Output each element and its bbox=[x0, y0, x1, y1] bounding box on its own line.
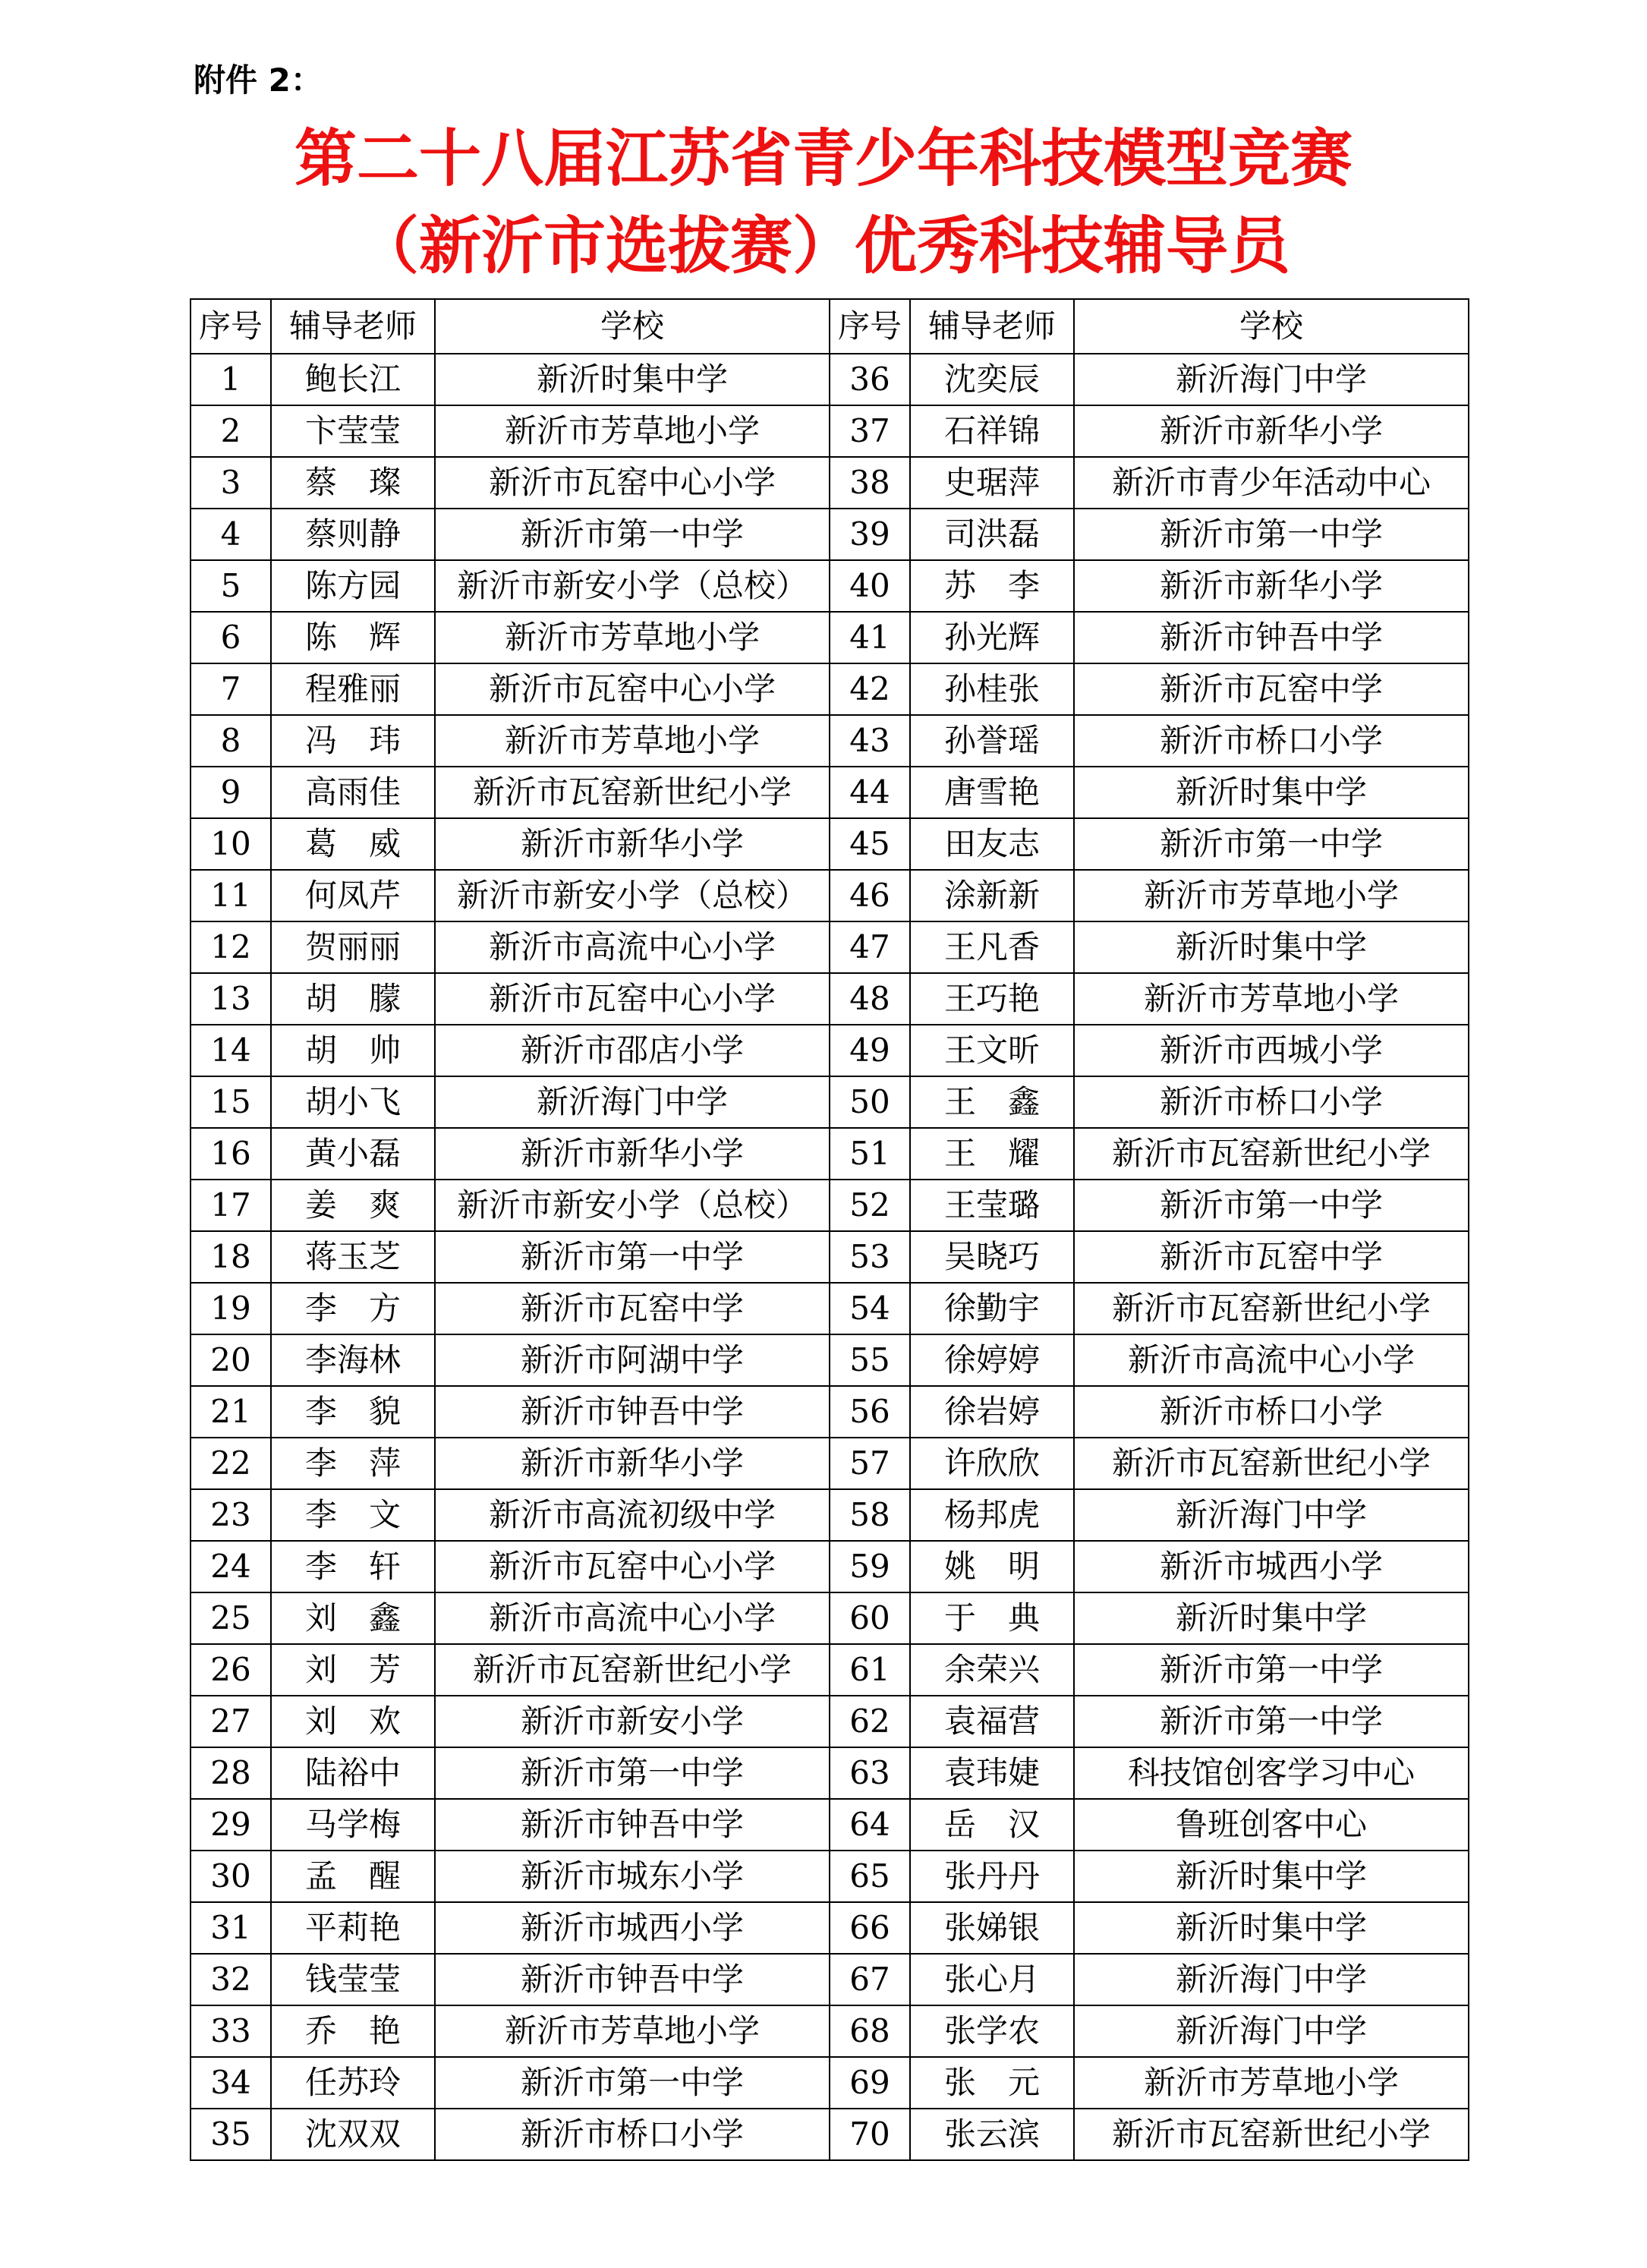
cell-index: 40 bbox=[830, 560, 910, 612]
cell-index: 20 bbox=[191, 1334, 271, 1386]
cell-index: 30 bbox=[191, 1851, 271, 1902]
cell-index: 11 bbox=[191, 870, 271, 921]
cell-school: 新沂市瓦窑中心小学 bbox=[435, 457, 830, 509]
cell-school: 新沂市瓦窑中学 bbox=[1074, 1231, 1469, 1283]
cell-index: 29 bbox=[191, 1799, 271, 1851]
cell-index: 47 bbox=[830, 921, 910, 973]
cell-school: 新沂市新安小学 bbox=[435, 1696, 830, 1747]
cell-tutor: 苏 李 bbox=[910, 560, 1074, 612]
cell-school: 新沂市第一中学 bbox=[1074, 1644, 1469, 1696]
table-row bbox=[191, 1541, 1469, 1592]
cell-school: 新沂市新华小学 bbox=[435, 1128, 830, 1180]
cell-index: 66 bbox=[830, 1902, 910, 1954]
cell-index: 49 bbox=[830, 1025, 910, 1076]
table-row bbox=[191, 1025, 1469, 1076]
cell-index: 26 bbox=[191, 1644, 271, 1696]
cell-index: 13 bbox=[191, 973, 271, 1025]
cell-school: 新沂市钟吾中学 bbox=[435, 1954, 830, 2005]
header-index: 序号 bbox=[191, 299, 271, 354]
cell-index: 27 bbox=[191, 1696, 271, 1747]
cell-index: 1 bbox=[191, 354, 271, 405]
table-row bbox=[191, 1592, 1469, 1644]
cell-index: 62 bbox=[830, 1696, 910, 1747]
cell-tutor: 李海林 bbox=[271, 1334, 435, 1386]
table-row bbox=[191, 1283, 1469, 1334]
cell-index: 33 bbox=[191, 2005, 271, 2057]
cell-index: 7 bbox=[191, 663, 271, 715]
cell-index: 21 bbox=[191, 1386, 271, 1438]
cell-tutor: 马学梅 bbox=[271, 1799, 435, 1851]
cell-tutor: 袁福营 bbox=[910, 1696, 1074, 1747]
cell-tutor: 余荣兴 bbox=[910, 1644, 1074, 1696]
cell-tutor: 姚 明 bbox=[910, 1541, 1074, 1592]
cell-tutor: 鲍长江 bbox=[271, 354, 435, 405]
cell-index: 18 bbox=[191, 1231, 271, 1283]
cell-school: 新沂市第一中学 bbox=[435, 1747, 830, 1799]
cell-index: 56 bbox=[830, 1386, 910, 1438]
cell-tutor: 李 方 bbox=[271, 1283, 435, 1334]
cell-school: 新沂市瓦窑中心小学 bbox=[435, 1541, 830, 1592]
cell-index: 15 bbox=[191, 1076, 271, 1128]
cell-tutor: 李 萍 bbox=[271, 1438, 435, 1489]
cell-index: 48 bbox=[830, 973, 910, 1025]
cell-school: 科技馆创客学习中心 bbox=[1074, 1747, 1469, 1799]
cell-school: 新沂市西城小学 bbox=[1074, 1025, 1469, 1076]
cell-tutor: 陆裕中 bbox=[271, 1747, 435, 1799]
cell-school: 新沂市芳草地小学 bbox=[435, 612, 830, 663]
cell-school: 新沂市瓦窑新世纪小学 bbox=[435, 767, 830, 818]
cell-school: 新沂市瓦窑新世纪小学 bbox=[1074, 1283, 1469, 1334]
cell-index: 69 bbox=[830, 2057, 910, 2109]
cell-school: 新沂时集中学 bbox=[1074, 767, 1469, 818]
cell-tutor: 姜 爽 bbox=[271, 1180, 435, 1231]
cell-index: 22 bbox=[191, 1438, 271, 1489]
table-row bbox=[191, 1644, 1469, 1696]
table-row bbox=[191, 1128, 1469, 1180]
cell-tutor: 刘 鑫 bbox=[271, 1592, 435, 1644]
cell-index: 42 bbox=[830, 663, 910, 715]
cell-school: 新沂市邵店小学 bbox=[435, 1025, 830, 1076]
cell-index: 16 bbox=[191, 1128, 271, 1180]
cell-tutor: 刘 欢 bbox=[271, 1696, 435, 1747]
table-row bbox=[191, 560, 1469, 612]
cell-school: 新沂市第一中学 bbox=[1074, 1180, 1469, 1231]
cell-tutor: 王莹璐 bbox=[910, 1180, 1074, 1231]
cell-school: 新沂时集中学 bbox=[1074, 921, 1469, 973]
cell-school: 新沂市新安小学（总校） bbox=[435, 870, 830, 921]
cell-index: 17 bbox=[191, 1180, 271, 1231]
table-row bbox=[191, 973, 1469, 1025]
cell-index: 9 bbox=[191, 767, 271, 818]
cell-school: 新沂市青少年活动中心 bbox=[1074, 457, 1469, 509]
cell-index: 60 bbox=[830, 1592, 910, 1644]
cell-school: 新沂海门中学 bbox=[1074, 1954, 1469, 2005]
cell-tutor: 李 轩 bbox=[271, 1541, 435, 1592]
cell-index: 5 bbox=[191, 560, 271, 612]
cell-tutor: 陈方园 bbox=[271, 560, 435, 612]
cell-index: 38 bbox=[830, 457, 910, 509]
table-row bbox=[191, 818, 1469, 870]
cell-index: 43 bbox=[830, 715, 910, 767]
cell-index: 44 bbox=[830, 767, 910, 818]
cell-school: 新沂市瓦窑中学 bbox=[1074, 663, 1469, 715]
cell-school: 新沂市第一中学 bbox=[435, 509, 830, 560]
cell-tutor: 卞莹莹 bbox=[271, 405, 435, 457]
cell-school: 新沂市芳草地小学 bbox=[435, 715, 830, 767]
table-row bbox=[191, 870, 1469, 921]
table-row bbox=[191, 1696, 1469, 1747]
cell-tutor: 孟 醒 bbox=[271, 1851, 435, 1902]
cell-tutor: 刘 芳 bbox=[271, 1644, 435, 1696]
table-row bbox=[191, 1334, 1469, 1386]
cell-school: 新沂市新华小学 bbox=[1074, 405, 1469, 457]
table-row bbox=[191, 457, 1469, 509]
cell-tutor: 沈双双 bbox=[271, 2109, 435, 2160]
cell-school: 新沂海门中学 bbox=[1074, 2005, 1469, 2057]
cell-school: 新沂市高流中心小学 bbox=[435, 921, 830, 973]
cell-school: 新沂市第一中学 bbox=[435, 2057, 830, 2109]
table-row bbox=[191, 354, 1469, 405]
cell-index: 8 bbox=[191, 715, 271, 767]
cell-tutor: 葛 威 bbox=[271, 818, 435, 870]
cell-tutor: 吴晓巧 bbox=[910, 1231, 1074, 1283]
table-row bbox=[191, 509, 1469, 560]
table-row bbox=[191, 921, 1469, 973]
cell-school: 新沂市新安小学（总校） bbox=[435, 560, 830, 612]
cell-tutor: 杨邦虎 bbox=[910, 1489, 1074, 1541]
cell-index: 41 bbox=[830, 612, 910, 663]
table-row bbox=[191, 1438, 1469, 1489]
cell-index: 39 bbox=[830, 509, 910, 560]
cell-tutor: 徐勤宇 bbox=[910, 1283, 1074, 1334]
cell-index: 64 bbox=[830, 1799, 910, 1851]
cell-index: 2 bbox=[191, 405, 271, 457]
cell-school: 新沂市新华小学 bbox=[435, 818, 830, 870]
cell-tutor: 张云滨 bbox=[910, 2109, 1074, 2160]
cell-index: 70 bbox=[830, 2109, 910, 2160]
cell-index: 14 bbox=[191, 1025, 271, 1076]
cell-tutor: 石祥锦 bbox=[910, 405, 1074, 457]
cell-tutor: 张 元 bbox=[910, 2057, 1074, 2109]
table-row bbox=[191, 715, 1469, 767]
cell-school: 新沂市钟吾中学 bbox=[435, 1799, 830, 1851]
cell-index: 59 bbox=[830, 1541, 910, 1592]
cell-index: 57 bbox=[830, 1438, 910, 1489]
cell-index: 65 bbox=[830, 1851, 910, 1902]
cell-tutor: 高雨佳 bbox=[271, 767, 435, 818]
cell-index: 3 bbox=[191, 457, 271, 509]
cell-school: 新沂市芳草地小学 bbox=[435, 2005, 830, 2057]
cell-school: 新沂市瓦窑中心小学 bbox=[435, 663, 830, 715]
cell-school: 新沂市钟吾中学 bbox=[435, 1386, 830, 1438]
cell-school: 新沂市瓦窑新世纪小学 bbox=[435, 1644, 830, 1696]
cell-tutor: 胡 朦 bbox=[271, 973, 435, 1025]
cell-index: 55 bbox=[830, 1334, 910, 1386]
cell-school: 新沂海门中学 bbox=[1074, 354, 1469, 405]
cell-school: 新沂市瓦窑新世纪小学 bbox=[1074, 2109, 1469, 2160]
table-row bbox=[191, 767, 1469, 818]
table-row bbox=[191, 1799, 1469, 1851]
cell-tutor: 胡 帅 bbox=[271, 1025, 435, 1076]
cell-tutor: 于 典 bbox=[910, 1592, 1074, 1644]
cell-school: 新沂时集中学 bbox=[1074, 1902, 1469, 1954]
tutor-table bbox=[190, 298, 1469, 2161]
cell-tutor: 张心月 bbox=[910, 1954, 1074, 2005]
cell-tutor: 蔡 璨 bbox=[271, 457, 435, 509]
cell-school: 新沂市第一中学 bbox=[1074, 818, 1469, 870]
cell-school: 新沂市芳草地小学 bbox=[435, 405, 830, 457]
cell-index: 37 bbox=[830, 405, 910, 457]
cell-school: 新沂市瓦窑新世纪小学 bbox=[1074, 1438, 1469, 1489]
attachment-label: 附件 2： bbox=[194, 61, 323, 99]
table-row bbox=[191, 1851, 1469, 1902]
cell-tutor: 黄小磊 bbox=[271, 1128, 435, 1180]
cell-index: 61 bbox=[830, 1644, 910, 1696]
cell-index: 53 bbox=[830, 1231, 910, 1283]
cell-tutor: 陈 辉 bbox=[271, 612, 435, 663]
cell-tutor: 乔 艳 bbox=[271, 2005, 435, 2057]
cell-tutor: 胡小飞 bbox=[271, 1076, 435, 1128]
table-row bbox=[191, 2057, 1469, 2109]
cell-tutor: 李 文 bbox=[271, 1489, 435, 1541]
document-subtitle: （新沂市选拔赛）优秀科技辅导员 bbox=[356, 210, 1290, 282]
table-row bbox=[191, 1386, 1469, 1438]
cell-index: 58 bbox=[830, 1489, 910, 1541]
cell-index: 32 bbox=[191, 1954, 271, 2005]
cell-school: 新沂市芳草地小学 bbox=[1074, 2057, 1469, 2109]
table-row bbox=[191, 1954, 1469, 2005]
cell-tutor: 王凡香 bbox=[910, 921, 1074, 973]
cell-index: 51 bbox=[830, 1128, 910, 1180]
cell-tutor: 程雅丽 bbox=[271, 663, 435, 715]
table-row bbox=[191, 1489, 1469, 1541]
cell-index: 4 bbox=[191, 509, 271, 560]
cell-tutor: 徐岩婷 bbox=[910, 1386, 1074, 1438]
cell-index: 25 bbox=[191, 1592, 271, 1644]
cell-index: 23 bbox=[191, 1489, 271, 1541]
cell-tutor: 孙光辉 bbox=[910, 612, 1074, 663]
table-row bbox=[191, 612, 1469, 663]
cell-tutor: 田友志 bbox=[910, 818, 1074, 870]
table-row bbox=[191, 2005, 1469, 2057]
cell-tutor: 任苏玲 bbox=[271, 2057, 435, 2109]
cell-tutor: 许欣欣 bbox=[910, 1438, 1074, 1489]
cell-school: 新沂市瓦窑中学 bbox=[435, 1283, 830, 1334]
cell-tutor: 王文昕 bbox=[910, 1025, 1074, 1076]
cell-school: 新沂海门中学 bbox=[1074, 1489, 1469, 1541]
cell-school: 新沂市新华小学 bbox=[435, 1438, 830, 1489]
cell-school: 新沂市芳草地小学 bbox=[1074, 973, 1469, 1025]
cell-index: 50 bbox=[830, 1076, 910, 1128]
cell-school: 新沂市瓦窑新世纪小学 bbox=[1074, 1128, 1469, 1180]
cell-school: 新沂市高流初级中学 bbox=[435, 1489, 830, 1541]
cell-school: 新沂市第一中学 bbox=[1074, 509, 1469, 560]
header-tutor: 辅导老师 bbox=[271, 299, 435, 354]
table-row bbox=[191, 1231, 1469, 1283]
cell-index: 12 bbox=[191, 921, 271, 973]
cell-school: 新沂市新华小学 bbox=[1074, 560, 1469, 612]
cell-tutor: 王 鑫 bbox=[910, 1076, 1074, 1128]
cell-tutor: 张学农 bbox=[910, 2005, 1074, 2057]
cell-index: 63 bbox=[830, 1747, 910, 1799]
table-header-row bbox=[191, 299, 1469, 354]
cell-school: 新沂市瓦窑中心小学 bbox=[435, 973, 830, 1025]
table-row bbox=[191, 1747, 1469, 1799]
cell-tutor: 张丹丹 bbox=[910, 1851, 1074, 1902]
table-row bbox=[191, 1180, 1469, 1231]
cell-index: 10 bbox=[191, 818, 271, 870]
cell-school: 新沂市桥口小学 bbox=[1074, 715, 1469, 767]
cell-school: 新沂市钟吾中学 bbox=[1074, 612, 1469, 663]
cell-index: 24 bbox=[191, 1541, 271, 1592]
cell-school: 新沂市桥口小学 bbox=[435, 2109, 830, 2160]
table-row bbox=[191, 1076, 1469, 1128]
cell-school: 新沂时集中学 bbox=[435, 354, 830, 405]
cell-tutor: 何凤芹 bbox=[271, 870, 435, 921]
cell-school: 新沂市城西小学 bbox=[1074, 1541, 1469, 1592]
cell-index: 54 bbox=[830, 1283, 910, 1334]
cell-tutor: 平莉艳 bbox=[271, 1902, 435, 1954]
cell-index: 46 bbox=[830, 870, 910, 921]
cell-tutor: 孙誉瑶 bbox=[910, 715, 1074, 767]
header-index: 序号 bbox=[830, 299, 910, 354]
cell-school: 新沂海门中学 bbox=[435, 1076, 830, 1128]
cell-school: 新沂市新安小学（总校） bbox=[435, 1180, 830, 1231]
cell-school: 新沂市桥口小学 bbox=[1074, 1076, 1469, 1128]
cell-tutor: 袁玮婕 bbox=[910, 1747, 1074, 1799]
cell-tutor: 孙桂张 bbox=[910, 663, 1074, 715]
cell-school: 新沂市阿湖中学 bbox=[435, 1334, 830, 1386]
cell-school: 鲁班创客中心 bbox=[1074, 1799, 1469, 1851]
cell-index: 34 bbox=[191, 2057, 271, 2109]
table-row bbox=[191, 2109, 1469, 2160]
cell-tutor: 岳 汉 bbox=[910, 1799, 1074, 1851]
cell-index: 45 bbox=[830, 818, 910, 870]
cell-school: 新沂时集中学 bbox=[1074, 1592, 1469, 1644]
cell-index: 52 bbox=[830, 1180, 910, 1231]
document-title: 第二十八届江苏省青少年科技模型竞赛 bbox=[294, 123, 1353, 195]
cell-school: 新沂市高流中心小学 bbox=[435, 1592, 830, 1644]
cell-tutor: 涂新新 bbox=[910, 870, 1074, 921]
header-tutor: 辅导老师 bbox=[910, 299, 1074, 354]
cell-school: 新沂市城西小学 bbox=[435, 1902, 830, 1954]
cell-tutor: 司洪磊 bbox=[910, 509, 1074, 560]
cell-school: 新沂市芳草地小学 bbox=[1074, 870, 1469, 921]
header-school: 学校 bbox=[435, 299, 830, 354]
cell-index: 68 bbox=[830, 2005, 910, 2057]
cell-school: 新沂市城东小学 bbox=[435, 1851, 830, 1902]
cell-school: 新沂市第一中学 bbox=[435, 1231, 830, 1283]
cell-tutor: 蔡则静 bbox=[271, 509, 435, 560]
cell-tutor: 钱莹莹 bbox=[271, 1954, 435, 2005]
cell-tutor: 史琚萍 bbox=[910, 457, 1074, 509]
cell-tutor: 徐婷婷 bbox=[910, 1334, 1074, 1386]
table-row bbox=[191, 663, 1469, 715]
cell-tutor: 张娣银 bbox=[910, 1902, 1074, 1954]
cell-school: 新沂时集中学 bbox=[1074, 1851, 1469, 1902]
cell-tutor: 王 耀 bbox=[910, 1128, 1074, 1180]
cell-tutor: 沈奕辰 bbox=[910, 354, 1074, 405]
cell-tutor: 李 貌 bbox=[271, 1386, 435, 1438]
cell-tutor: 贺丽丽 bbox=[271, 921, 435, 973]
cell-index: 36 bbox=[830, 354, 910, 405]
cell-tutor: 唐雪艳 bbox=[910, 767, 1074, 818]
cell-tutor: 王巧艳 bbox=[910, 973, 1074, 1025]
cell-school: 新沂市第一中学 bbox=[1074, 1696, 1469, 1747]
cell-tutor: 冯 玮 bbox=[271, 715, 435, 767]
cell-tutor: 蒋玉芝 bbox=[271, 1231, 435, 1283]
header-school: 学校 bbox=[1074, 299, 1469, 354]
cell-index: 67 bbox=[830, 1954, 910, 2005]
cell-index: 35 bbox=[191, 2109, 271, 2160]
cell-school: 新沂市桥口小学 bbox=[1074, 1386, 1469, 1438]
cell-school: 新沂市高流中心小学 bbox=[1074, 1334, 1469, 1386]
table-row bbox=[191, 405, 1469, 457]
cell-index: 31 bbox=[191, 1902, 271, 1954]
cell-index: 19 bbox=[191, 1283, 271, 1334]
cell-index: 28 bbox=[191, 1747, 271, 1799]
table-row bbox=[191, 1902, 1469, 1954]
cell-index: 6 bbox=[191, 612, 271, 663]
